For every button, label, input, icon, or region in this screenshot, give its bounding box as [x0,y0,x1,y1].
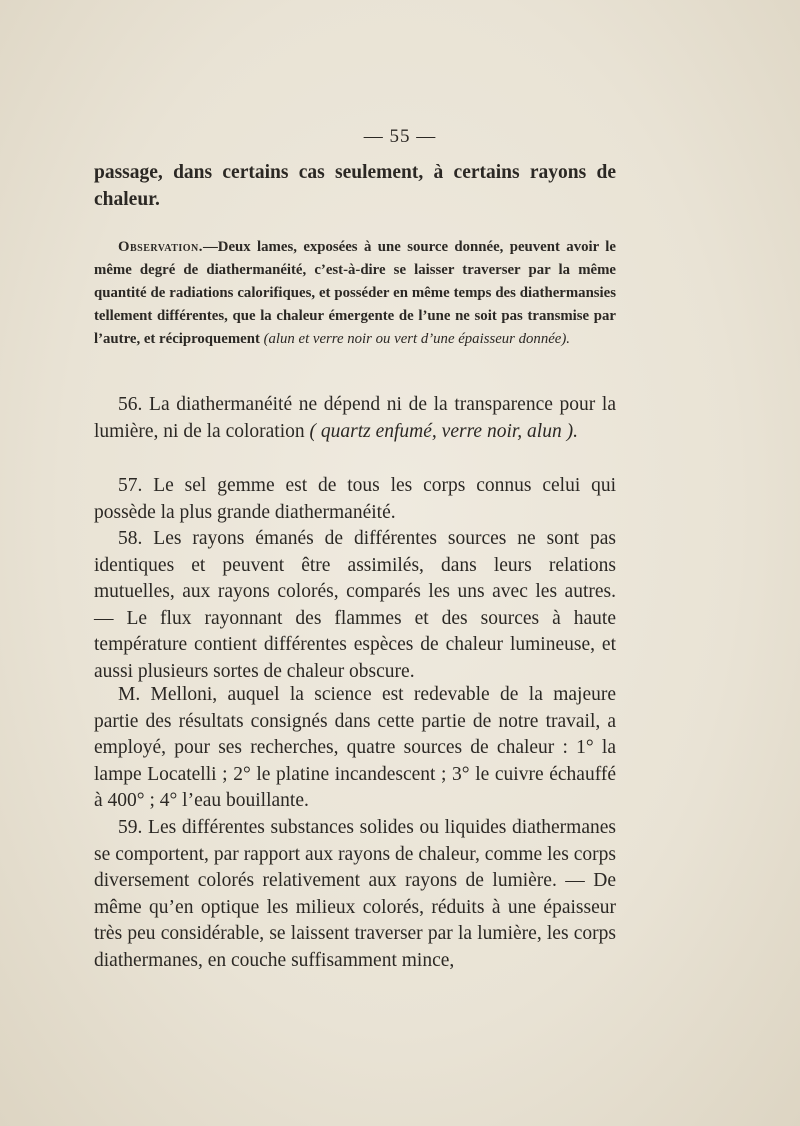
section-number: 59. [118,817,143,838]
section-text: Le sel gemme est de tous les corps connus celui qui possède la plus grande diathermanéité. [94,475,617,523]
section-57 [94,473,616,526]
paragraph-continuation [94,160,616,213]
observation-paragraph [94,236,616,351]
section-number: 58. [118,528,143,549]
section-text: Les rayons émanés de différentes sources ne sont pas identiques et peuvent être assimilés, dans leurs relations mutuelles, aux rayons colorés, comparés les uns avec les autres. — Le flux rayonnant des flammes et des sources à haute température contient différentes espèces de chaleur lumineuse, et aussi plusieurs sortes de chaleur obscure. [94,528,616,682]
section-text: Les différentes substances solides ou liquides diathermanes se comportent, par rapport aux rayons de chaleur, comme les corps diversement colorés relativement aux rayons de lumière. — De même qu’en optique les milieux colorés, réduits à une épaisseur très peu considérable, se laissent traverser par la lumière, les corps diathermanes, en couche suffisamment mince, [94,817,616,971]
page-number: — 55 — [363,126,437,147]
observation-text: —Deux lames, exposées à une source donnée, peuvent avoir le même degré de diathermanéité, c’est-à-dire se laisser traverser par la même quantité de radiations calorifiques, et posséder en même temps des diathermansies tellement différentes, que la chaleur émergente de l’une ne soit pas transmise par l’autre, et réciproquement [94,239,616,347]
section-text: La diathermanéité ne dépend ni de la transparence pour la lumière, ni de la coloration [94,394,617,442]
paragraph-text: M. Melloni, auquel la science est redevable de la majeure partie des résultats consignés dans cette partie de notre travail, a employé, pour ses recherches, quatre sources de chaleur : 1° la lampe Locatelli ; 2° le platine incandescent ; 3° le cuivre échauffé à 400° ; 4° l’eau bouillante. [94,684,616,811]
section-56 [94,392,616,445]
paragraph-text: passage, dans certains cas seulement, à certains rayons de chaleur. [94,162,616,210]
section-number: 57. [118,475,143,496]
observation-italic: (alun et verre noir ou vert d’une épaisseur donnée). [263,331,570,347]
section-number: 56. [118,394,143,415]
observation-label: Observation. [118,239,203,255]
section-italic: ( quartz enfumé, verre noir, alun ). [309,420,578,442]
section-58 [94,526,616,685]
section-59 [94,815,616,974]
melloni-paragraph [94,682,616,815]
